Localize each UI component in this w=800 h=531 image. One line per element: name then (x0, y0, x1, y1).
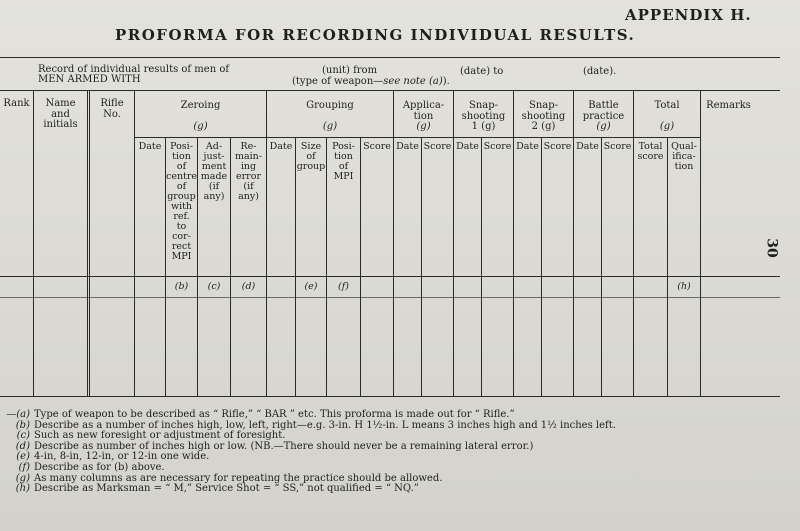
divider (87, 90, 88, 396)
grouping-header: Grouping (g) (306, 100, 354, 132)
divider (513, 90, 514, 396)
divider (667, 137, 668, 396)
date-to: (date) to (460, 66, 504, 77)
divider (601, 137, 602, 396)
divider (633, 90, 634, 396)
adjustment-header: Ad- just- ment made (if any) (200, 141, 228, 202)
battle-header: Battle practice (g) (582, 100, 625, 132)
rank-header: Rank (3, 98, 30, 109)
remaining-error-header: Re- main- ing error (if any) (234, 141, 263, 202)
footnotes (0, 410, 800, 495)
total-score-header: Total score (637, 141, 664, 162)
form-title: PROFORMA FOR RECORDING INDIVIDUAL RESULTS. (115, 26, 636, 44)
zeroing-position-header: Posi- tion of centre of group with ref. to cor- rect MPI (166, 141, 198, 262)
ref-f: (f) (338, 281, 349, 292)
rule-top (0, 57, 780, 58)
application-date-header: Date (396, 141, 419, 152)
footnote: (g) As many columns as are necessary for repeating the practice should be allowed. (15, 472, 443, 484)
divider (393, 90, 394, 396)
name-header: Name and initials (43, 98, 78, 130)
footnote: (c) Such as new foresight or adjustment of foresight. (16, 430, 286, 442)
footnote: (b) Describe as a number of inches high, low, left, right—e.g. 3-in. H 1½-in. L means 3 inches high and 1½ inches left. (15, 419, 616, 431)
application-score-header: Score (423, 141, 452, 152)
snap1-date-header: Date (456, 141, 479, 152)
divider (295, 137, 296, 396)
rule-header-top (0, 90, 780, 91)
rule-bottom (0, 396, 780, 397)
zeroing-date-header: Date (138, 141, 162, 152)
record-text: Record of individual results of men of (38, 64, 230, 75)
rule-refs-top (0, 276, 780, 277)
rifle-header: Rifle No. (100, 98, 124, 120)
snap2-score-header: Score (543, 141, 572, 152)
battle-date-header: Date (576, 141, 599, 152)
divider (266, 90, 267, 396)
divider (360, 137, 361, 396)
application-header: Applica- tion (g) (402, 100, 445, 132)
weapon-type-line: (type of weapon—see note (a)). (292, 76, 450, 87)
ref-e: (e) (304, 281, 318, 292)
divider (134, 90, 135, 396)
divider (453, 90, 454, 396)
footnote: (f) Describe as for (b) above. (18, 461, 165, 473)
divider (700, 90, 701, 396)
zeroing-header: Zeroing (g) (180, 100, 221, 132)
date-end: (date). (583, 66, 617, 77)
snap2-date-header: Date (516, 141, 539, 152)
divider (573, 90, 574, 396)
footnote: —(a) Type of weapon to be described as “ Rifle,” “ BAR ” etc. This proforma is made out for “ Rifle.” (6, 409, 515, 420)
unit-from: (unit) from (322, 65, 378, 76)
footnote: (h) Describe as Marksman = “ M,” Service Shot = “ SS,” not qualified = “ NQ.” (15, 483, 419, 495)
snap1-header: Snap- shooting 1 (g) (461, 100, 506, 132)
divider (541, 137, 542, 396)
footnote: (e) 4-in, 8-in, 12-in, or 12-in one wide. (16, 451, 210, 463)
rule-refs-bottom (0, 297, 780, 298)
grouping-date-header: Date (269, 141, 293, 152)
total-header: Total (g) (654, 100, 680, 132)
size-header: Size of group (296, 141, 326, 172)
grouping-score-header: Score (363, 141, 391, 152)
mpi-position-header: Posi- tion of MPI (332, 141, 355, 182)
divider (421, 137, 422, 396)
page-number: 30 (763, 238, 780, 258)
footnote: (d) Describe as number of inches high or low. (NB.—There should never be a remaining lateral error.) (15, 440, 534, 452)
snap2-header: Snap- shooting 2 (g) (521, 100, 566, 132)
men-armed-with: MEN ARMED WITH (38, 74, 141, 85)
remarks-header: Remarks (706, 100, 751, 111)
ref-h: (h) (677, 281, 691, 292)
appendix-label: APPENDIX H. (625, 6, 752, 24)
divider (481, 137, 482, 396)
battle-score-header: Score (603, 141, 632, 152)
ref-d: (d) (241, 281, 256, 292)
ref-b: (b) (174, 281, 189, 292)
divider (89, 90, 90, 396)
divider (33, 90, 34, 396)
ref-c: (c) (207, 281, 221, 292)
qualification-header: Qual- ifica- tion (671, 141, 697, 172)
rule-subheader (135, 137, 700, 138)
snap1-score-header: Score (483, 141, 512, 152)
